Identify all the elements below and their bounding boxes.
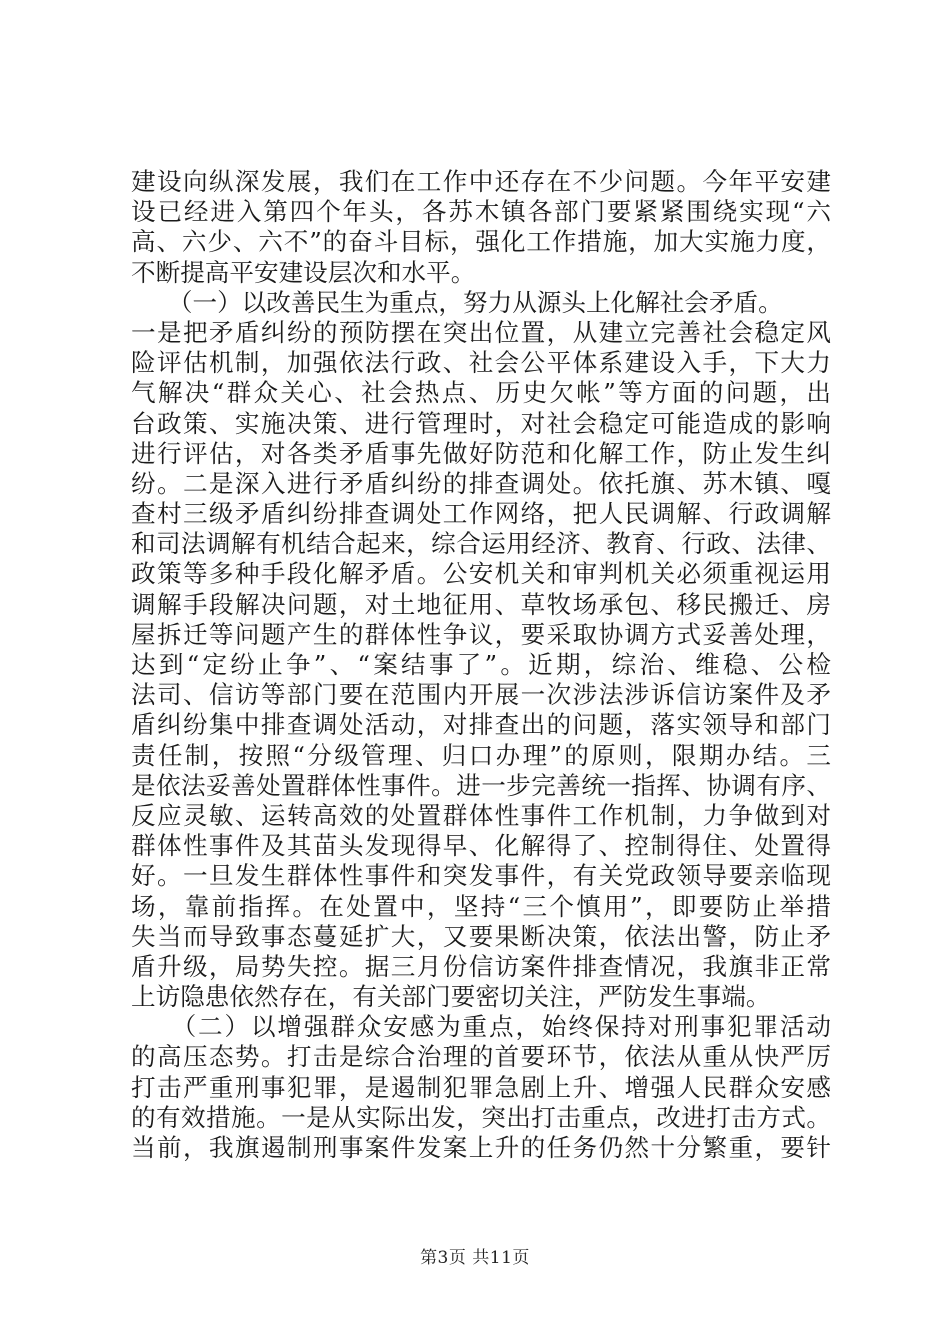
- text-line-14: 政策等多种手段化解矛盾。公安机关和审判机关必须重视运用: [131, 559, 831, 589]
- text-line-24: 好。一旦发生群体性事件和突发事件，有关党政领导要亲临现: [131, 861, 831, 891]
- text-line-30: 的高压态势。打击是综合治理的首要环节，依法从重从快严厉: [131, 1042, 831, 1072]
- text-line-3: 高、六少、六不”的奋斗目标，强化工作措施，加大实施力度，: [131, 227, 831, 257]
- text-line-19: 盾纠纷集中排查调处活动，对排查出的问题，落实领导和部门: [131, 710, 831, 740]
- text-line-10: 进行评估，对各类矛盾事先做好防范和化解工作，防止发生纠: [131, 438, 831, 468]
- text-line-8: 气解决“群众关心、社会热点、历史欠帐”等方面的问题，出: [131, 378, 831, 408]
- text-line-23: 群体性事件及其苗头发现得早、化解得了、控制得住、处置得: [131, 831, 831, 861]
- text-line-2: 设已经进入第四个年头，各苏木镇各部门要紧紧围绕实现“六: [131, 197, 831, 227]
- text-line-32: 的有效措施。一是从实际出发，突出打击重点，改进打击方式。: [131, 1102, 831, 1132]
- text-line-13: 和司法调解有机结合起来，综合运用经济、教育、行政、法律、: [131, 529, 831, 559]
- text-line-6: 一是把矛盾纠纷的预防摆在突出位置，从建立完善社会稳定风: [131, 317, 831, 347]
- text-line-27: 盾升级，局势失控。据三月份信访案件排查情况，我旗非正常: [131, 951, 831, 981]
- text-line-26: 失当而导致事态蔓延扩大，又要果断决策，依法出警，防止矛: [131, 921, 831, 951]
- text-line-28: 上访隐患依然存在，有关部门要密切关注，严防发生事端。: [131, 982, 771, 1012]
- text-line-4: 不断提高平安建设层次和水平。: [131, 257, 476, 287]
- text-line-20: 责任制，按照“分级管理、归口办理”的原则，限期办结。三: [131, 740, 831, 770]
- text-line-17: 达到“定纷止争”、“案结事了”。近期，综治、维稳、公检: [131, 650, 831, 679]
- text-line-11: 纷。二是深入进行矛盾纠纷的排查调处。依托旗、苏木镇、嘎: [131, 468, 831, 498]
- text-line-18: 法司、信访等部门要在范围内开展一次涉法涉诉信访案件及矛: [131, 680, 831, 710]
- text-line-22: 反应灵敏、运转高效的处置群体性事件工作机制，力争做到对: [131, 800, 831, 830]
- text-line-7: 险评估机制，加强依法行政、社会公平体系建设入手，下大力: [131, 348, 831, 378]
- text-line-31: 打击严重刑事犯罪，是遏制犯罪急剧上升、增强人民群众安感: [131, 1072, 831, 1102]
- text-line-25: 场，靠前指挥。在处置中，坚持“三个慎用”，即要防止举措: [131, 891, 831, 921]
- text-line-33: 当前，我旗遏制刑事案件发案上升的任务仍然十分繁重，要针: [131, 1133, 831, 1162]
- body-text: [131, 167, 831, 1163]
- text-line-15: 调解手段解决问题，对土地征用、草牧场承包、移民搬迁、房: [131, 589, 831, 619]
- text-line-21: 是依法妥善处置群体性事件。进一步完善统一指挥、协调有序、: [131, 770, 831, 800]
- text-line-12: 查村三级矛盾纠纷排查调处工作网络，把人民调解、行政调解: [131, 499, 831, 529]
- text-line-16: 屋拆迁等问题产生的群体性争议，要采取协调方式妥善处理，: [131, 619, 831, 649]
- text-line-1: 建设向纵深发展，我们在工作中还存在不少问题。今年平安建: [131, 167, 831, 196]
- text-line-29: （二）以增强群众安感为重点，始终保持对刑事犯罪活动: [131, 1012, 831, 1042]
- text-line-9: 台政策、实施决策、进行管理时，对社会稳定可能造成的影响: [131, 408, 831, 438]
- text-line-5: （一）以改善民生为重点，努力从源头上化解社会矛盾。: [131, 287, 783, 317]
- page-number-footer: 第3页 共11页: [420, 1248, 530, 1268]
